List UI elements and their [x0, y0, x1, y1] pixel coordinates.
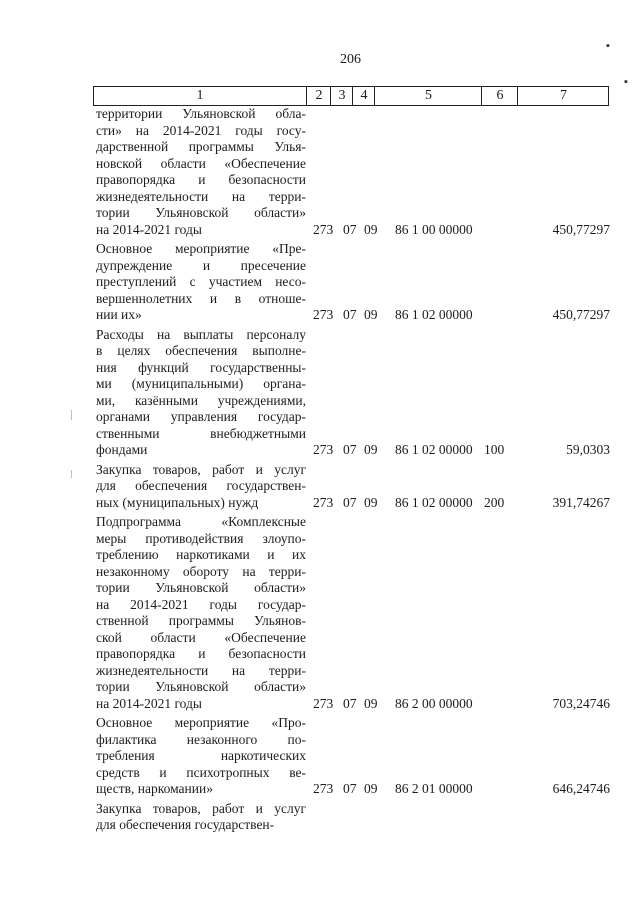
description-line: ных (муниципальных) нужд — [96, 494, 259, 510]
description-line: ми (муниципальными) органа- — [96, 376, 306, 391]
scan-artifact — [71, 470, 72, 478]
code-pr: 09 — [364, 695, 378, 711]
description-line: нии их» — [96, 307, 142, 322]
code-gr: 273 — [313, 781, 334, 796]
description-line: меры противодействия злоупо- — [96, 530, 306, 546]
description-line: Основное мероприятие «Про- — [96, 715, 306, 730]
description-line: вершеннолетних и в отноше- — [96, 290, 306, 306]
code-rz: 07 — [343, 695, 357, 711]
row-description — [96, 327, 306, 459]
code-pr: 09 — [364, 307, 378, 322]
description-line: правопорядка и безопасности — [96, 172, 306, 187]
code-target: 86 1 02 00000 — [395, 494, 473, 510]
description-line: ственной программы Ульянов- — [96, 613, 306, 628]
description-line: новской области «Обеспечение — [96, 155, 306, 171]
code-pr: 09 — [364, 494, 378, 510]
table-header — [93, 86, 609, 106]
row-description — [96, 462, 306, 512]
code-gr: 273 — [313, 494, 334, 510]
row-description — [96, 514, 306, 712]
code-pr: 09 — [364, 442, 378, 457]
description-line: Закупка товаров, работ и услуг — [96, 461, 306, 477]
code-target: 86 2 01 00000 — [395, 781, 473, 796]
description-line: ской области «Обеспечение — [96, 629, 306, 645]
description-line: средств и психотропных ве- — [96, 764, 306, 780]
description-line: на 2014-2021 годы — [96, 695, 202, 711]
code-target: 86 1 02 00000 — [395, 307, 473, 322]
description-line: тории Ульяновской области» — [96, 205, 306, 220]
description-line: на 2014-2021 годы государ- — [96, 596, 306, 612]
description-line: Закупка товаров, работ и услуг — [96, 800, 306, 816]
description-line: Основное мероприятие «Пре- — [96, 241, 306, 256]
header-col-2: 2 — [306, 87, 331, 105]
code-rz: 07 — [343, 307, 357, 322]
description-line: тории Ульяновской области» — [96, 679, 306, 694]
description-line: филактика незаконного по- — [96, 731, 306, 747]
code-target: 86 1 02 00000 — [395, 442, 473, 457]
row-description — [96, 715, 306, 798]
amount: 450,77297 — [552, 307, 610, 322]
code-vr: 100 — [484, 442, 505, 457]
page-number: 206 — [340, 52, 361, 67]
row-description — [96, 241, 306, 324]
description-line: в целях обеспечения выполне- — [96, 343, 306, 358]
code-gr: 273 — [313, 695, 334, 711]
scan-artifact — [71, 410, 72, 420]
description-line: органами управления государ- — [96, 409, 306, 424]
row-description — [96, 106, 306, 238]
description-line: требления наркотических — [96, 748, 306, 763]
header-col-5: 5 — [374, 87, 482, 105]
description-line: Подпрограмма «Комплексные — [96, 514, 306, 529]
description-line: ми, казёнными учреждениями, — [96, 392, 306, 408]
description-line: ственными внебюджетными — [96, 425, 306, 441]
description-line: фондами — [96, 442, 148, 457]
description-line: территории Ульяновской обла- — [96, 106, 306, 121]
description-line: на 2014-2021 годы — [96, 221, 202, 237]
code-gr: 273 — [313, 221, 334, 237]
description-line: ния функций государственны- — [96, 359, 306, 375]
code-vr: 200 — [484, 494, 505, 510]
code-rz: 07 — [343, 781, 357, 796]
description-line: для обеспечения государствен- — [96, 817, 275, 832]
code-target: 86 2 00 00000 — [395, 695, 473, 711]
code-rz: 07 — [343, 221, 357, 237]
row-description — [96, 801, 306, 834]
description-line: жизнедеятельности на терри- — [96, 188, 306, 204]
description-line: преступлений с участием несо- — [96, 274, 306, 289]
description-line: Расходы на выплаты персоналу — [96, 326, 306, 342]
header-col-1: 1 — [196, 88, 204, 103]
description-line: для обеспечения государствен- — [96, 478, 306, 493]
amount: 703,24746 — [552, 695, 610, 711]
code-rz: 07 — [343, 442, 357, 457]
code-gr: 273 — [313, 307, 334, 322]
code-target: 86 1 00 00000 — [395, 221, 473, 237]
description-line: дупреждение и пресечение — [96, 257, 306, 273]
header-col-3: 3 — [330, 87, 353, 105]
header-col-7: 7 — [517, 87, 609, 105]
description-line: дарственной программы Улья- — [96, 139, 306, 154]
description-line: треблению наркотиками и их — [96, 547, 306, 562]
amount: 59,0303 — [566, 442, 610, 457]
header-col-4: 4 — [352, 87, 375, 105]
description-line: жизнедеятельности на терри- — [96, 662, 306, 678]
description-line: сти» на 2014-2021 годы госу- — [96, 122, 306, 138]
description-line: незаконному обороту на терри- — [96, 563, 306, 579]
code-pr: 09 — [364, 221, 378, 237]
description-line: правопорядка и безопасности — [96, 646, 306, 661]
scan-mark: ▪ — [606, 40, 610, 52]
scan-mark: ▪ — [624, 76, 628, 88]
description-line: тории Ульяновской области» — [96, 580, 306, 595]
amount: 646,24746 — [552, 781, 610, 796]
description-line: ществ, наркомании» — [96, 781, 213, 796]
amount: 450,77297 — [552, 221, 610, 237]
header-col-6: 6 — [481, 87, 518, 105]
amount: 391,74267 — [552, 494, 610, 510]
code-rz: 07 — [343, 494, 357, 510]
code-pr: 09 — [364, 781, 378, 796]
code-gr: 273 — [313, 442, 334, 457]
